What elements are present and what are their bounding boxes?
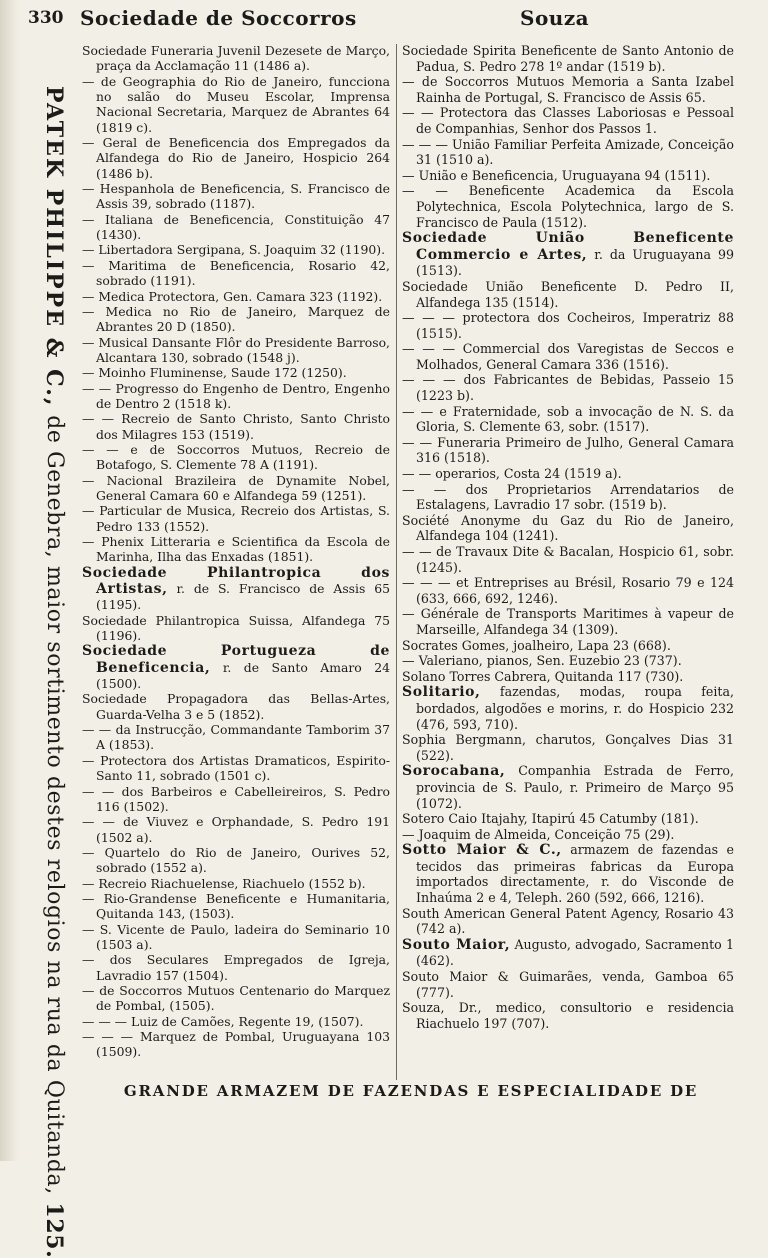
directory-entry bbox=[402, 763, 734, 811]
entry-text: — — dos Proprietarios Arrendatarios de Estalagens, Lavradio 17 sobr. (1519 b). bbox=[402, 481, 734, 513]
directory-entry bbox=[82, 43, 390, 74]
entry-text: — de Geographia do Rio de Janeiro, funcciona no salão do Museu Escolar, Imprensa Nacional Secretaria, Marquez de Abrantes 64 (1819 c). bbox=[82, 73, 390, 135]
directory-entry bbox=[402, 466, 734, 482]
directory-entry bbox=[402, 310, 734, 341]
entry-text: — dos Seculares Empregados de Igreja, Lavradio 157 (1504). bbox=[82, 952, 390, 983]
entry-text: South American General Patent Agency, Rosario 43 (742 a). bbox=[402, 905, 734, 937]
entry-text: — Protectora dos Artistas Dramaticos, Espirito-Santo 11, sobrado (1501 c). bbox=[82, 752, 390, 784]
directory-entry bbox=[402, 842, 734, 905]
left-column bbox=[82, 43, 390, 1060]
entry-text: Sociedade Philantropica Suissa, Alfandega 75 (1196). bbox=[82, 612, 390, 644]
directory-entry bbox=[82, 1014, 390, 1029]
directory-entry bbox=[402, 969, 734, 1000]
directory-entry bbox=[402, 937, 734, 969]
running-head-right: Souza bbox=[520, 6, 590, 30]
directory-entry bbox=[82, 365, 390, 380]
entry-text: — — — União Familiar Perfeita Amizade, Conceição 31 (1510 a). bbox=[402, 136, 734, 168]
entry-text: Sotero Caio Itajahy, Itapirú 45 Catumby (181). bbox=[402, 811, 699, 827]
entry-text: — União e Beneficencia, Uruguayana 94 (1511). bbox=[402, 167, 711, 183]
directory-entry bbox=[82, 814, 390, 845]
directory-entry bbox=[402, 404, 734, 435]
entry-text: Socrates Gomes, joalheiro, Lapa 23 (668). bbox=[402, 637, 671, 653]
entry-text: Sophia Bergmann, charutos, Gonçalves Dias 31 (522). bbox=[402, 732, 734, 763]
banner-number: 125. bbox=[41, 1202, 67, 1258]
directory-entry bbox=[402, 435, 734, 466]
directory-entry bbox=[402, 183, 734, 230]
directory-entry bbox=[402, 575, 734, 606]
entry-text: r. da Uruguayana 99 (1513). bbox=[416, 246, 734, 279]
directory-entry bbox=[402, 827, 734, 843]
directory-entry bbox=[82, 212, 390, 243]
entry-text: — Quartelo do Rio de Janeiro, Ourives 52, sobrado (1552 a). bbox=[82, 844, 390, 876]
entry-text: Sociedade Spirita Beneficente de Santo Antonio de Padua, S. Pedro 278 1º andar (1519 b). bbox=[402, 43, 734, 74]
entry-text: — Particular de Musica, Recreio dos Artistas, S. Pedro 133 (1552). bbox=[82, 503, 390, 534]
entry-text: — de Soccorros Mutuos Centenario do Marquez de Pombal, (1505). bbox=[82, 982, 390, 1014]
entry-text: — — Protectora das Classes Laboriosas e Pessoal de Companhias, Senhor dos Passos 1. bbox=[402, 105, 734, 136]
entry-text: Sociedade União Beneficente D. Pedro II, Alfandega 135 (1514). bbox=[402, 278, 734, 310]
entry-text: — Musical Dansante Flôr do Presidente Barroso, Alcantara 130, sobrado (1548 j). bbox=[82, 334, 390, 365]
side-advertisement-banner bbox=[31, 86, 71, 1258]
directory-entry bbox=[82, 289, 390, 304]
directory-entry bbox=[82, 335, 390, 366]
directory-entry bbox=[82, 565, 390, 613]
directory-entry bbox=[82, 74, 390, 135]
directory-entry bbox=[82, 753, 390, 784]
directory-entry bbox=[402, 653, 734, 669]
column-divider bbox=[396, 44, 397, 1080]
entry-text: — — operarios, Costa 24 (1519 a). bbox=[402, 466, 622, 482]
page-number: 330 bbox=[28, 8, 64, 28]
directory-entry bbox=[402, 482, 734, 513]
directory-entry bbox=[82, 722, 390, 753]
directory-entry bbox=[402, 341, 734, 372]
entry-bold-name: Sociedade Portugueza de Beneficencia, bbox=[82, 643, 390, 676]
directory-entry bbox=[82, 135, 390, 181]
banner-brand: PATEK PHILIPPE & C., bbox=[41, 86, 67, 408]
entry-bold-name: Souto Maior, bbox=[402, 936, 511, 953]
entry-text: — Recreio Riachuelense, Riachuelo (1552 b). bbox=[82, 875, 366, 891]
directory-entry bbox=[402, 684, 734, 732]
entry-text: Sociedade Propagadora das Bellas-Artes, Guarda-Velha 3 e 5 (1852). bbox=[82, 691, 390, 722]
entry-text: — Moinho Fluminense, Saude 172 (1250). bbox=[82, 365, 347, 381]
entry-text: — Valeriano, pianos, Sen. Euzebio 23 (737). bbox=[402, 653, 682, 669]
entry-text: — Italiana de Beneficencia, Constituição 47 (1430). bbox=[82, 211, 390, 243]
directory-entry bbox=[82, 442, 390, 473]
entry-text: — — Beneficente Academica da Escola Polytechnica, Escola Polytechnica, largo de S. Francisco de Paula (1512). bbox=[402, 183, 734, 230]
directory-entry bbox=[402, 372, 734, 403]
entry-text: — Hespanhola de Beneficencia, S. Francisco de Assis 39, sobrado (1187). bbox=[82, 181, 390, 212]
directory-entry bbox=[82, 242, 390, 257]
entry-text: Société Anonyme du Gaz du Rio de Janeiro, Alfandega 104 (1241). bbox=[402, 512, 734, 544]
entry-text: — — — protectora dos Cocheiros, Imperatriz 88 (1515). bbox=[402, 310, 734, 341]
directory-entry bbox=[82, 784, 390, 815]
directory-entry bbox=[402, 105, 734, 136]
directory-entry bbox=[82, 411, 390, 442]
directory-entry bbox=[82, 258, 390, 289]
directory-entry bbox=[82, 473, 390, 504]
directory-entry bbox=[402, 906, 734, 937]
entry-text: r. de S. Francisco de Assis 65 (1195). bbox=[96, 581, 390, 613]
entry-text: — Générale de Transports Maritimes à vapeur de Marseille, Alfandega 34 (1309). bbox=[402, 606, 734, 637]
running-head-left: Sociedade de Soccorros bbox=[80, 6, 357, 30]
entry-text: — Medica Protectora, Gen. Camara 323 (1192). bbox=[82, 288, 383, 304]
entry-text: — — — Luiz de Camões, Regente 19, (1507). bbox=[82, 1013, 364, 1029]
directory-entry bbox=[82, 181, 390, 212]
directory-entry bbox=[82, 503, 390, 534]
entry-text: — Geral de Beneficencia dos Empregados da Alfandega do Rio de Janeiro, Hospicio 264 (1486 b). bbox=[82, 135, 390, 181]
entry-text: — — da Instrucção, Commandante Tamborim 37 A (1853). bbox=[82, 722, 390, 753]
entry-bold-name: Sorocabana, bbox=[402, 763, 506, 780]
directory-entry bbox=[402, 544, 734, 575]
directory-entry bbox=[82, 643, 390, 691]
banner-text: de Genebra, maior sortimento destes relogios na rua da Quitanda, bbox=[42, 415, 67, 1195]
directory-entry bbox=[82, 691, 390, 722]
entry-text: armazem de fazendas e tecidos das primeiras fabricas da Europa importados directamente, r. do Visconde de Inhaúma 2 e 4, Teleph. 260 (592, 666, 1216). bbox=[416, 842, 734, 906]
right-column bbox=[402, 43, 734, 1031]
directory-entry bbox=[82, 922, 390, 953]
page-edge bbox=[0, 0, 22, 1161]
footer-advertisement: GRANDE ARMAZEM DE FAZENDAS E ESPECIALIDADE DE bbox=[123, 1082, 699, 1100]
entry-text: — — e de Soccorros Mutuos, Recreio de Botafogo, S. Clemente 78 A (1191). bbox=[82, 441, 390, 473]
entry-text: — — — Marquez de Pombal, Uruguayana 103 (1509). bbox=[82, 1029, 390, 1060]
directory-entry bbox=[82, 534, 390, 565]
entry-text: — Joaquim de Almeida, Conceição 75 (29). bbox=[402, 826, 675, 842]
entry-text: Souto Maior & Guimarães, venda, Gamboa 65 (777). bbox=[402, 969, 734, 1000]
entry-text: — — Progresso do Engenho de Dentro, Engenho de Dentro 2 (1518 k). bbox=[82, 380, 390, 411]
entry-text: — — Recreio de Santo Christo, Santo Christo dos Milagres 153 (1519). bbox=[82, 411, 390, 442]
entry-text: — — de Travaux Dite & Bacalan, Hospicio 61, sobr. (1245). bbox=[402, 544, 734, 575]
entry-text: — Rio-Grandense Beneficente e Humanitaria, Quitanda 143, (1503). bbox=[82, 890, 390, 922]
entry-bold-name: Solitario, bbox=[402, 684, 481, 701]
directory-entry bbox=[82, 613, 390, 644]
entry-text: Solano Torres Cabrera, Quitanda 117 (730). bbox=[402, 668, 684, 684]
entry-bold-name: Sotto Maior & C., bbox=[402, 842, 562, 859]
directory-entry bbox=[82, 891, 390, 922]
directory-entry bbox=[402, 168, 734, 184]
entry-text: Souza, Dr., medico, consultorio e residencia Riachuelo 197 (707). bbox=[402, 1000, 734, 1031]
directory-entry bbox=[82, 1029, 390, 1060]
entry-text: — — e Fraternidade, sob a invocação de N. S. da Gloria, S. Clemente 63, sobr. (1517). bbox=[402, 403, 734, 435]
directory-entry bbox=[402, 638, 734, 654]
directory-entry bbox=[402, 513, 734, 544]
directory-entry bbox=[402, 74, 734, 105]
directory-entry bbox=[402, 606, 734, 637]
entry-text: — — dos Barbeiros e Cabelleireiros, S. Pedro 116 (1502). bbox=[82, 783, 390, 814]
directory-entry bbox=[402, 669, 734, 685]
directory-entry bbox=[402, 279, 734, 310]
directory-entry bbox=[82, 304, 390, 335]
entry-text: Sociedade Funeraria Juvenil Dezesete de Março, praça da Acclamação 11 (1486 a). bbox=[82, 43, 390, 74]
entry-text: — Libertadora Sergipana, S. Joaquim 32 (1190). bbox=[82, 242, 386, 258]
entry-text: fazendas, modas, roupa feita, bordados, algodões e morins, r. do Hospicio 232 (476, 593, 710). bbox=[416, 684, 734, 732]
directory-entry bbox=[82, 952, 390, 983]
page-header bbox=[28, 4, 760, 34]
entry-text: — — — dos Fabricantes de Bebidas, Passeio 15 (1223 b). bbox=[402, 372, 734, 404]
directory-entry bbox=[82, 381, 390, 412]
directory-entry bbox=[402, 137, 734, 168]
directory-entry bbox=[82, 845, 390, 876]
entry-bold-name: Sociedade Philantropica dos Artistas, bbox=[82, 564, 390, 598]
directory-entry bbox=[402, 43, 734, 74]
entry-text: Augusto, advogado, Sacramento 1 (462). bbox=[416, 936, 734, 969]
directory-entry bbox=[402, 811, 734, 827]
directory-entry bbox=[82, 876, 390, 891]
entry-text: — — Funeraria Primeiro de Julho, General Camara 316 (1518). bbox=[402, 434, 734, 466]
directory-entry bbox=[82, 983, 390, 1014]
entry-text: — S. Vicente de Paulo, ladeira do Seminario 10 (1503 a). bbox=[82, 921, 390, 952]
entry-text: — — — Commercial dos Varegistas de Seccos e Molhados, General Camara 336 (1516). bbox=[402, 341, 734, 372]
entry-text: — Nacional Brazileira de Dynamite Nobel, General Camara 60 e Alfandega 59 (1251). bbox=[82, 472, 390, 503]
entry-text: — Medica no Rio de Janeiro, Marquez de Abrantes 20 D (1850). bbox=[82, 303, 390, 335]
entry-text: — Maritima de Beneficencia, Rosario 42, sobrado (1191). bbox=[82, 257, 390, 289]
entry-text: — Phenix Litteraria e Scientifica da Escola de Marinha, Ilha das Enxadas (1851). bbox=[82, 534, 390, 565]
directory-entry bbox=[402, 732, 734, 763]
entry-text: — — — et Entreprises au Brésil, Rosario 79 e 124 (633, 666, 692, 1246). bbox=[402, 575, 734, 606]
entry-text: — — de Viuvez e Orphandade, S. Pedro 191 (1502 a). bbox=[82, 814, 390, 845]
entry-text: r. de Santo Amaro 24 (1500). bbox=[96, 659, 390, 692]
entry-bold-name: Sociedade União Beneficente Commercio e Artes, bbox=[402, 230, 734, 263]
directory-entry bbox=[402, 1000, 734, 1031]
directory-entry bbox=[402, 230, 734, 279]
entry-text: Companhia Estrada de Ferro, provincia de S. Paulo, r. Primeiro de Março 95 (1072). bbox=[416, 763, 734, 811]
entry-text: — de Soccorros Mutuos Memoria a Santa Izabel Rainha de Portugal, S. Francisco de Assis 65. bbox=[402, 74, 734, 105]
